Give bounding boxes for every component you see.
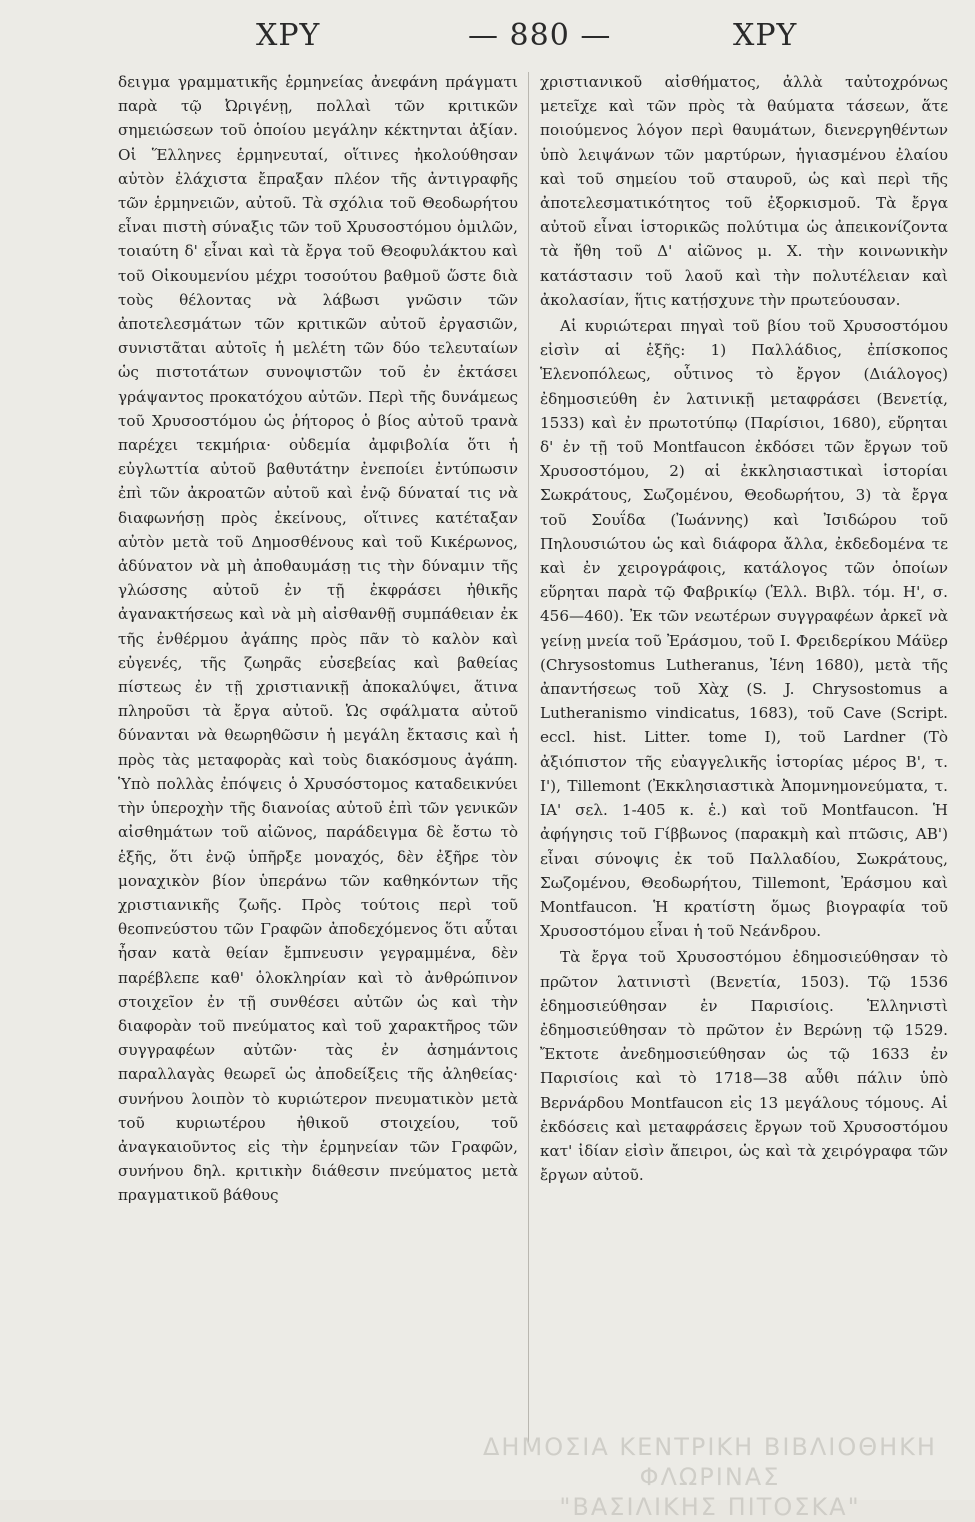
header-left-keyword: ΧΡΥ	[256, 18, 321, 53]
right-paragraph-1: χριστιανικοῦ αἰσθήματος, ἀλλὰ ταὐτοχρόνως μετεῖχε καὶ τῶν πρὸς τὰ θαύματα τάσεων, ἅτε ποιούμενος λόγον περὶ θαυμάτων, διενεργηθέντων ὑπὸ λειψάνων τῶν μαρτύρων, ἡγιασμένου ἐλαίου καὶ τοῦ σημείου τοῦ σταυροῦ, ὡς καὶ περὶ τῆς ἀποτελεσματικότητος τοῦ ἐξορκισμοῦ. Τὰ ἔργα αὐτοῦ εἶναι ἱστορικῶς πολύτιμα ὡς ἀπεικονίζοντα τὰ ἤθη τοῦ Δ' αἰῶνος μ. Χ. τὴν κοινωνικὴν κατάστασιν τοῦ λαοῦ καὶ τὴν πολυτέλειαν καὶ ἀκολασίαν, ἥτις κατῄσχυνε τὴν πρωτεύουσαν.	[540, 73, 948, 309]
header-right-keyword: ΧΡΥ	[733, 18, 798, 53]
watermark-line-2: "ΒΑΣΙΛΙΚΗΣ ΠΙΤΟΣΚΑ"	[559, 1493, 861, 1521]
library-watermark	[430, 1432, 975, 1522]
column-divider	[528, 72, 529, 1442]
right-paragraph-3: Τὰ ἔργα τοῦ Χρυσοστόμου ἐδημοσιεύθησαν τὸ πρῶτον λατινιστὶ (Βενετία, 1503). Τῷ 1536 ἐδημοσιεύθησαν ἐν Παρισίοις. Ἑλληνιστὶ ἐδημοσιεύθησαν τὸ πρῶτον ἐν Βερώνῃ τῷ 1529. Ἔκτοτε ἀνεδημοσιεύθησαν ὡς τῷ 1633 ἐν Παρισίοις καὶ τὸ 1718—38 αὖθι πάλιν ὑπὸ Βερνάρδου Montfaucon εἰς 13 μεγάλους τόμους. Αἱ ἐκδόσεις καὶ μεταφράσεις ἔργων τοῦ Χρυσοστόμου κατ' ἰδίαν εἰσὶν ἄπειροι, ὡς καὶ τὰ χειρόγραφα τῶν ἔργων αὐτοῦ.	[540, 948, 948, 1185]
left-paragraph-1: δειγμα γραμματικῆς ἑρμηνείας ἀνεφάνη πράγματι παρὰ τῷ Ὠριγένῃ, πολλαὶ τῶν κριτικῶν σημειώσεων τοῦ ὁποίου μεγάλην κέκτηνται ἀξίαν. Οἱ Ἕλληνες ἑρμηνευταί, οἵτινες ἠκολούθησαν αὐτὸν ἐλάχιστα ἔπραξαν πλέον τῆς ἀντιγραφῆς τῶν ἑρμηνειῶν, αὐτοῦ. Τὰ σχόλια τοῦ Θεοδωρήτου εἶναι πιστὴ σύναξις τῶν τοῦ Χρυσοστόμου ὁμιλῶν, τοιαύτη δ' εἶναι καὶ τὰ ἔργα τοῦ Θεοφυλάκτου καὶ τοῦ Οἰκουμενίου μέχρι τοσούτου βαθμοῦ ὥστε διὰ τοὺς θέλοντας νὰ λάβωσι γνῶσιν τῶν ἀποτελεσμάτων τῶν κριτικῶν αὐτοῦ ἐργασιῶν, συνιστᾶται αὐτοῖς ἡ μελέτη τῶν δύο τελευταίων ὡς πιστοτάτων συνοψιστῶν τοῦ ἐν ἐκτάσει γράψαντος προκατόχου αὐτῶν. Περὶ τῆς δυνάμεως τοῦ Χρυσοστόμου ὡς ῥήτορος ὁ βίος αὐτοῦ τρανὰ παρέχει τεκμήρια· οὐδεμία ἀμφιβολία ὅτι ἡ εὐγλωττία αὐτοῦ βαθυτάτην ἐνεποίει ἐντύπωσιν ἐπὶ τῶν ἀκροατῶν αὐτοῦ καὶ ἐνῷ δύναταί τις νὰ διαφωνήσῃ πρὸς ἐκείνους, οἵτινες κατέταξαν αὐτὸν μετὰ τοῦ Δημοσθένους καὶ τοῦ Κικέρωνος, ἀδύνατον νὰ μὴ ἀποθαυμάσῃ τις τὴν δύναμιν τῆς γλώσσης αὐτοῦ ἐν τῇ ἐκφράσει ἠθικῆς ἀγανακτήσεως καὶ νὰ μὴ αἰσθανθῇ συμπάθειαν ἐκ τῆς ἐνθέρμου ἀγάπης πρὸς πᾶν τὸ καλὸν καὶ εὐγενές, τῆς ζωηρᾶς εὐσεβείας καὶ βαθείας πίστεως ἐν τῇ χριστιανικῇ ἀποκαλύψει, ἅτινα πληροῦσι τὰ ἔργα αὐτοῦ. Ὡς σφάλματα αὐτοῦ δύνανται νὰ θεωρηθῶσιν ἡ μεγάλη ἔκτασις καὶ ἡ πρὸς τὰς μεταφορὰς καὶ τοὺς διακόσμους ἀγάπη. Ὑπὸ πολλὰς ἐπόψεις ὁ Χρυσόστομος καταδεικνύει τὴν ὑπεροχὴν τῆς διανοίας αὐτοῦ ἐπὶ τῶν γενικῶν αἰσθημάτων τοῦ αἰῶνος, παράδειγμα δὲ ἔστω τὸ ἑξῆς, ὅτι ἐνῷ ὑπῆρξε μοναχός, δὲν ἐξῆρε τὸν μοναχικὸν βίον ὑπεράνω τῶν καθηκόντων τῆς χριστιανικῆς ζωῆς. Πρὸς τούτοις περὶ τοῦ θεοπνεύστου τῶν Γραφῶν ἀποδεχόμενος ὅτι αὗται ἦσαν κατὰ θείαν ἔμπνευσιν γεγραμμένα, δὲν παρέβλεπε καθ' ὁλοκληρίαν καὶ τὸ ἀνθρώπινον στοιχεῖον ἐν τῇ συνθέσει αὐτῶν ὡς καὶ τὴν διαφορὰν τοῦ πνεύματος καὶ τοῦ χαρακτῆρος τῶν συγγραφέων αὐτῶν· τὰς ἐν ἀσημάντοις παραλλαγὰς θεωρεῖ ὡς ἀποδείξεις τῆς ἀληθείας· συνήνου λοιπὸν τὸ κυριώτερον πνευματικὸν μετὰ τοῦ κυριωτέρου ἠθικοῦ στοιχείου, τοῦ ἀναγκαιοῦντος εἰς τὴν ἑρμηνείαν τῶν Γραφῶν, συνήνου δηλ. κριτικὴν διάθεσιν πνεύματος μετὰ πραγματικοῦ βάθους	[118, 73, 518, 1205]
watermark-line-1: ΔΗΜΟΣΙΑ ΚΕΝΤΡΙΚΗ ΒΙΒΛΙΟΘΗΚΗ ΦΛΩΡΙΝΑΣ	[483, 1433, 937, 1491]
left-column	[118, 70, 518, 1208]
page-number: — 880 —	[468, 18, 612, 53]
right-paragraph-2: Αἱ κυριώτεραι πηγαὶ τοῦ βίου τοῦ Χρυσοστόμου εἰσὶν αἱ ἑξῆς: 1) Παλλάδιος, ἐπίσκοπος Ἑλενοπόλεως, οὗτινος τὸ ἔργον (Διάλογος) ἐδημοσιεύθη ἐν λατινικῇ μεταφράσει (Βενετίᾳ, 1533) καὶ ἐν πρωτοτύπῳ (Παρίσιοι, 1680), εὕρηται δ' ἐν τῇ τοῦ Montfaucon ἐκδόσει τῶν ἔργων τοῦ Χρυσοστόμου, 2) αἱ ἐκκλησιαστικαὶ ἱστορίαι Σωκράτους, Σωζομένου, Θεοδωρήτου, 3) τὰ ἔργα τοῦ Σουΐδα (Ἰωάννης) καὶ Ἰσιδώρου τοῦ Πηλουσιώτου ὡς καὶ διάφορα ἄλλα, ἐκδεδομένα τε καὶ ἐν χειρογράφοις, κατάλογος τῶν ὁποίων εὕρηται παρὰ τῷ Φαβρικίῳ (Ἑλλ. Βιβλ. τόμ. Η', σ. 456—460). Ἐκ τῶν νεωτέρων συγγραφέων ἀρκεῖ νὰ γείνῃ μνεία τοῦ Ἐράσμου, τοῦ Ι. Φρειδερίκου Μάϋερ (Chrysostomus Lutheranus, Ἰένη 1680), μετὰ τῆς ἀπαντήσεως τοῦ Χὰχ (S. J. Chrysostomus a Lutheranismo vindicatus, 1683), τοῦ Cave (Script. eccl. hist. Litter. tome I), τοῦ Lardner (Τὸ ἀξιόπιστον τῆς εὐαγγελικῆς ἱστορίας μέρος Β', τ. Ι'), Tillemont (Ἐκκλησιαστικὰ Ἀπομνημονεύματα, τ. ΙΑ' σελ. 1-405 κ. ἑ.) καὶ τοῦ Montfaucon. Ἡ ἀφήγησις τοῦ Γίββωνος (παρακμὴ καὶ πτῶσις, ΑΒ') εἶναι σύνοψις ἐκ τοῦ Παλλαδίου, Σωκράτους, Σωζομένου, Θεοδωρήτου, Tillemont, Ἐράσμου καὶ Montfaucon. Ἡ κρατίστη ὅμως βιογραφία τοῦ Χρυσοστόμου εἶναι ἡ τοῦ Νεάνδρου.	[540, 317, 948, 941]
page-header	[0, 12, 975, 60]
right-column	[540, 70, 948, 1187]
